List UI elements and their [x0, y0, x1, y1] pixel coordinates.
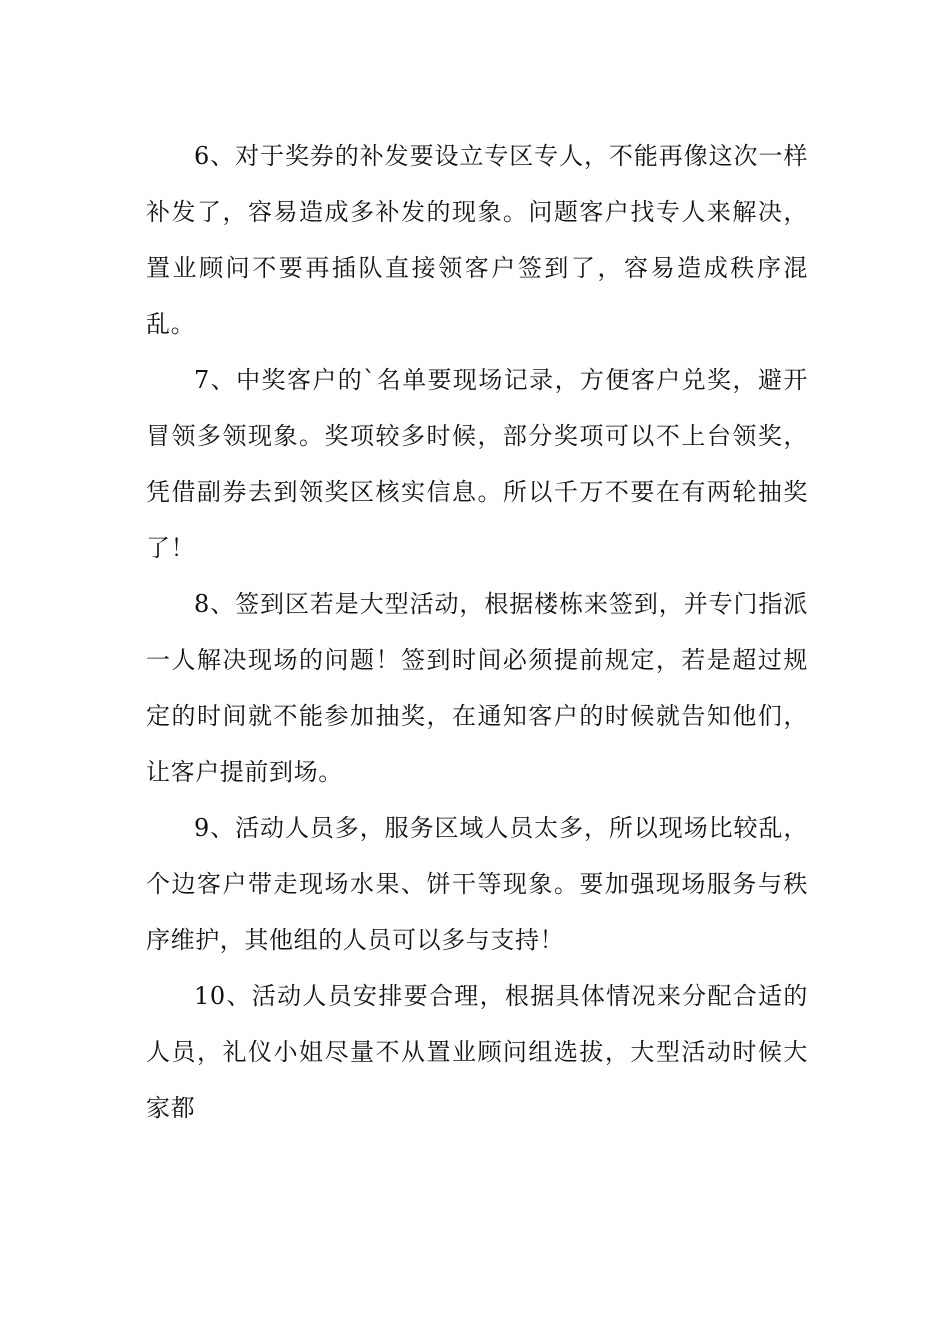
- document-page: [146, 128, 808, 1136]
- paragraph-8: 8、签到区若是大型活动，根据楼栋来签到，并专门指派一人解决现场的问题！签到时间必须提前规定，若是超过规定的时间就不能参加抽奖，在通知客户的时候就告知他们，让客户提前到场。: [146, 590, 808, 786]
- paragraph-10: 10、活动人员安排要合理，根据具体情况来分配合适的人员，礼仪小姐尽量不从置业顾问组选拔，大型活动时候大家都: [146, 982, 808, 1122]
- paragraph-6: 6、对于奖券的补发要设立专区专人，不能再像这次一样补发了，容易造成多补发的现象。问题客户找专人来解决，置业顾问不要再插队直接领客户签到了，容易造成秩序混乱。: [146, 142, 808, 338]
- paragraph-7: 7、中奖客户的`名单要现场记录，方便客户兑奖，避开冒领多领现象。奖项较多时候，部分奖项可以不上台领奖，凭借副券去到领奖区核实信息。所以千万不要在有两轮抽奖了！: [146, 366, 808, 562]
- paragraph-9: 9、活动人员多，服务区域人员太多，所以现场比较乱，个边客户带走现场水果、饼干等现象。要加强现场服务与秩序维护，其他组的人员可以多与支持！: [146, 814, 808, 954]
